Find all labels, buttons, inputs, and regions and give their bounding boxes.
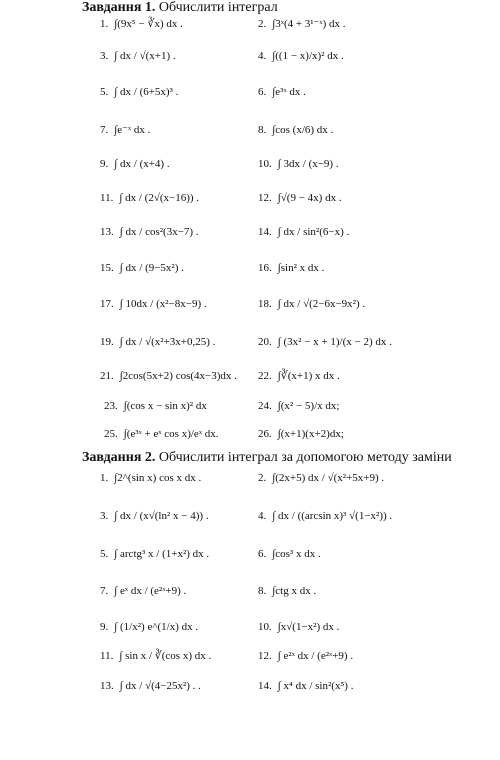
task1-item: [104, 427, 219, 441]
item-number: 11.: [100, 650, 114, 662]
task1-item: [258, 157, 339, 171]
item-expression: ∫(9x⁵ − ∛x) dx .: [114, 18, 183, 30]
item-expression: ∫2^(sin x) cos x dx .: [114, 472, 202, 484]
task1-heading: [82, 0, 278, 16]
item-expression: ∫ dx / √(x+1) .: [114, 50, 176, 62]
item-number: 19.: [100, 336, 114, 348]
task1-item: [258, 123, 333, 137]
task1-item: [258, 49, 344, 63]
task2-item: [100, 509, 209, 523]
item-number: 4.: [258, 50, 267, 62]
item-expression: ∫((1 − x)/x)² dx .: [272, 50, 344, 62]
item-number: 25.: [104, 428, 118, 440]
item-expression: ∫e⁻ˣ dx .: [114, 124, 151, 136]
item-number: 1.: [100, 472, 109, 484]
item-expression: ∫ dx / ((arcsin x)³ √(1−x²)) .: [272, 510, 393, 522]
task1-item: [104, 399, 207, 413]
task1-item: [258, 427, 344, 441]
item-expression: ∫(e³ˣ + eˣ cos x)/eˣ dx.: [123, 428, 219, 440]
task1-item: [258, 261, 324, 275]
item-number: 26.: [258, 428, 272, 440]
task2-item: [100, 620, 198, 634]
item-expression: ∫(cos x − sin x)² dx: [123, 400, 207, 412]
item-expression: ∫ 10dx / (x²−8x−9) .: [119, 298, 207, 310]
item-number: 8.: [258, 124, 267, 136]
task2-item: [100, 649, 211, 663]
item-expression: ∫ dx / sin²(6−x) .: [277, 226, 350, 238]
item-expression: ∫√(9 − 4x) dx .: [277, 192, 342, 204]
task1-item: [100, 17, 183, 31]
item-number: 1.: [100, 18, 109, 30]
task1-item: [258, 225, 349, 239]
task1-item: [100, 123, 150, 137]
item-number: 24.: [258, 400, 272, 412]
item-expression: ∫ctg x dx .: [272, 585, 317, 597]
task2-item: [258, 620, 339, 634]
item-expression: ∫ eˣ dx / (e²ˣ+9) .: [114, 585, 187, 597]
item-expression: ∫ dx / √(2−6x−9x²) .: [277, 298, 366, 310]
task1-item: [258, 17, 346, 31]
task2-heading: [82, 450, 452, 466]
item-number: 9.: [100, 621, 109, 633]
item-number: 23.: [104, 400, 118, 412]
task2-item: [258, 547, 321, 561]
item-expression: ∫cos³ x dx .: [272, 548, 321, 560]
item-expression: ∫ 3dx / (x−9) .: [277, 158, 339, 170]
item-number: 14.: [258, 226, 272, 238]
item-number: 8.: [258, 585, 267, 597]
item-number: 13.: [100, 680, 114, 692]
item-number: 6.: [258, 86, 267, 98]
item-expression: ∫ dx / (x+4) .: [114, 158, 170, 170]
item-expression: ∫cos (x/6) dx .: [272, 124, 334, 136]
item-number: 7.: [100, 585, 109, 597]
task2-item: [258, 649, 353, 663]
item-expression: ∫ dx / cos²(3x−7) .: [119, 226, 199, 238]
item-expression: ∫ arctg³ x / (1+x²) dx .: [114, 548, 210, 560]
item-number: 12.: [258, 192, 272, 204]
item-number: 11.: [100, 192, 114, 204]
task2-item: [100, 679, 201, 693]
item-expression: ∫(x+1)(x+2)dx;: [277, 428, 344, 440]
item-number: 14.: [258, 680, 272, 692]
task1-title-bold: Завдання 1.: [82, 0, 156, 15]
task2-title-rest: Обчислити інтеграл за допомогою методу заміни: [155, 450, 452, 465]
task2-item: [100, 584, 186, 598]
task1-item: [258, 297, 365, 311]
item-number: 2.: [258, 472, 267, 484]
task1-item: [100, 191, 199, 205]
task2-item: [258, 679, 353, 693]
task1-item: [100, 225, 199, 239]
item-number: 20.: [258, 336, 272, 348]
item-number: 17.: [100, 298, 114, 310]
item-number: 9.: [100, 158, 109, 170]
item-expression: ∫ e²ˣ dx / (e²ˣ+9) .: [277, 650, 354, 662]
item-number: 18.: [258, 298, 272, 310]
task1-item: [100, 297, 207, 311]
item-expression: ∫ (1/x²) e^(1/x) dx .: [114, 621, 199, 633]
item-expression: ∫(2x+5) dx / √(x²+5x+9) .: [272, 472, 385, 484]
item-expression: ∫ dx / (6+5x)³ .: [114, 86, 179, 98]
task1-item: [100, 261, 184, 275]
item-number: 4.: [258, 510, 267, 522]
item-expression: ∫ (3x² − x + 1)/(x − 2) dx .: [277, 336, 392, 348]
item-expression: ∫ dx / √(x²+3x+0,25) .: [119, 336, 216, 348]
item-number: 5.: [100, 86, 109, 98]
task1-item: [100, 369, 237, 383]
task1-item: [100, 335, 215, 349]
task1-item: [258, 191, 342, 205]
item-expression: ∫3ˣ(4 + 3¹⁻ˣ) dx .: [272, 18, 346, 30]
task2-title-bold: Завдання 2.: [82, 450, 156, 465]
item-number: 12.: [258, 650, 272, 662]
item-number: 5.: [100, 548, 109, 560]
task1-item: [258, 399, 339, 413]
task2-item: [258, 471, 384, 485]
task1-title-rest: Обчислити інтеграл: [155, 0, 278, 15]
item-number: 10.: [258, 158, 272, 170]
task2-item: [258, 509, 392, 523]
item-expression: ∫sin² x dx .: [277, 262, 325, 274]
item-expression: ∫ dx / (9−5x²) .: [119, 262, 184, 274]
item-number: 10.: [258, 621, 272, 633]
task2-item: [100, 547, 209, 561]
item-expression: ∫∛(x+1) x dx .: [277, 370, 340, 382]
item-number: 21.: [100, 370, 114, 382]
task1-item: [100, 85, 178, 99]
item-number: 22.: [258, 370, 272, 382]
task1-item: [258, 369, 340, 383]
task2-item: [258, 584, 316, 598]
item-expression: ∫ dx / √(4−25x²) . .: [119, 680, 201, 692]
item-expression: ∫ dx / (2√(x−16)) .: [119, 192, 200, 204]
item-expression: ∫(x² − 5)/x dx;: [277, 400, 340, 412]
item-number: 3.: [100, 510, 109, 522]
item-expression: ∫2cos(5x+2) cos(4x−3)dx .: [119, 370, 237, 382]
item-expression: ∫x√(1−x²) dx .: [277, 621, 340, 633]
task1-item: [258, 335, 392, 349]
item-expression: ∫ x⁴ dx / sin²(x⁵) .: [277, 680, 354, 692]
item-number: 3.: [100, 50, 109, 62]
task1-item: [100, 157, 170, 171]
item-number: 6.: [258, 548, 267, 560]
task1-item: [258, 85, 306, 99]
task2-item: [100, 471, 201, 485]
item-number: 7.: [100, 124, 109, 136]
item-number: 13.: [100, 226, 114, 238]
task1-item: [100, 49, 176, 63]
item-number: 15.: [100, 262, 114, 274]
item-expression: ∫ dx / (x√(ln² x − 4)) .: [114, 510, 209, 522]
item-expression: ∫ sin x / ∛(cos x) dx .: [119, 650, 212, 662]
item-number: 2.: [258, 18, 267, 30]
item-expression: ∫e³ˣ dx .: [272, 86, 306, 98]
item-number: 16.: [258, 262, 272, 274]
